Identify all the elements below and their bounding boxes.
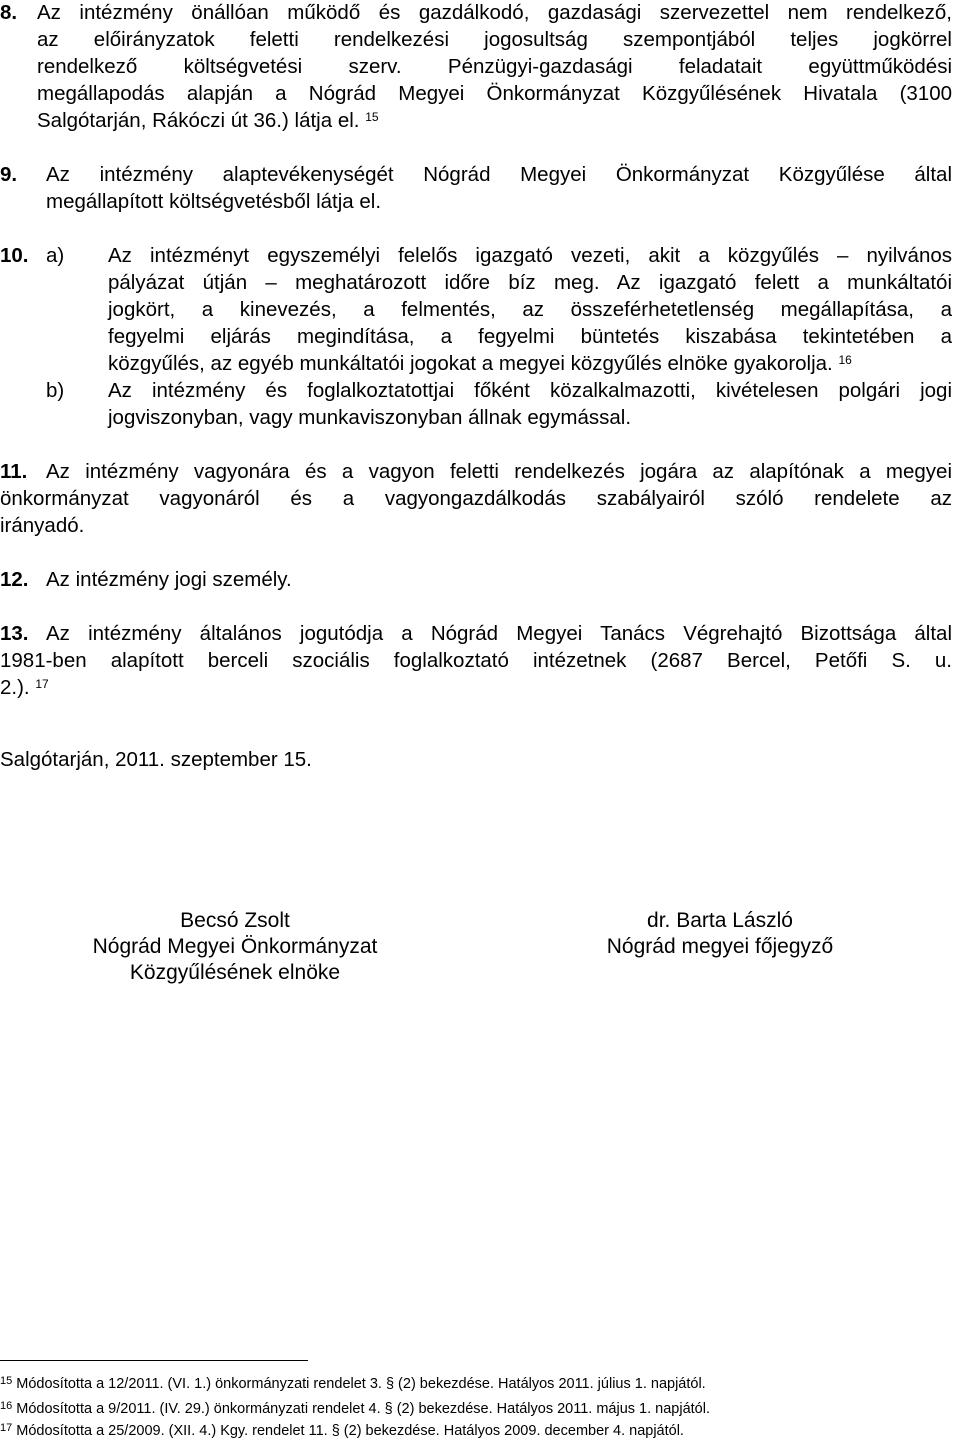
place-date: Salgótarján, 2011. szeptember 15.: [0, 748, 312, 771]
footnote-separator: [0, 1360, 308, 1361]
text-line: pályázat útján – meghatározott időre bíz meg. Az igazgató felett a munkáltatói: [108, 271, 952, 294]
text-line: megállapodás alapján a Nógrád Megyei Önkormányzat Közgyűlésének Hivatala (3100: [37, 82, 952, 105]
footnote-ref: 17: [35, 677, 49, 691]
text-line: Salgótarján, Rákóczi út 36.) látja el.: [37, 109, 360, 132]
signatory-name: dr. Barta László: [647, 909, 793, 932]
text-line: rendelkező költségvetési szerv. Pénzügyi-gazdasági feladatait együttműködési: [37, 55, 952, 78]
text-line: Az intézmény általános jogutódja a Nógrád Megyei Tanács Végrehajtó Bizottsága által: [46, 622, 952, 645]
footnote-number: 16: [0, 1400, 13, 1412]
text-line-last: [108, 351, 852, 377]
footnote: [0, 1399, 710, 1419]
text-line: Az intézmény jogi személy.: [46, 568, 292, 591]
text-line: Az intézmény alaptevékenységét Nógrád Megyei Önkormányzat Közgyűlése által: [46, 163, 952, 186]
footnote-ref: 15: [365, 110, 379, 124]
footnote-text: Módosította a 12/2011. (VI. 1.) önkormányzati rendelet 3. § (2) bekezdése. Hatályos 2011. július 1. napjától.: [16, 1376, 706, 1392]
footnote-ref: 16: [838, 353, 852, 367]
signatory-title: Nógrád megyei főjegyző: [606, 935, 834, 958]
section-number: 11.: [0, 460, 28, 483]
text-line: megállapított költségvetésből látja el.: [46, 190, 382, 213]
section-number: 12.: [0, 568, 29, 591]
text-line-last: [0, 675, 49, 701]
section-number: 13.: [0, 622, 29, 645]
footnote-text: Módosította a 9/2011. (IV. 29.) önkormányzati rendelet 4. § (2) bekezdése. Hatályos 2011. május 1. napjától.: [16, 1401, 711, 1417]
footnote-text: Módosította a 25/2009. (XII. 4.) Kgy. rendelet 11. § (2) bekezdése. Hatályos 2009. december 4. napjától.: [16, 1423, 684, 1439]
signatory-title: Közgyűlésének elnöke: [129, 961, 341, 984]
text-line: Az intézményt egyszemélyi felelős igazgató vezeti, akit a közgyűlés – nyilvános: [108, 244, 952, 267]
text-line: jogkört, a kinevezés, a felmentés, az összeférhetetlenség megállapítása, a: [108, 298, 952, 321]
section-number: 10.: [0, 244, 29, 267]
section-number: 8.: [0, 1, 18, 24]
text-line: irányadó.: [0, 514, 85, 537]
footnote: [0, 1374, 706, 1394]
item-letter: b): [46, 379, 65, 402]
text-line: Az intézmény vagyonára és a vagyon feletti rendelkezés jogára az alapítónak a megyei: [46, 460, 952, 483]
text-line: Az intézmény és foglalkoztatottjai főként közalkalmazotti, kivételesen polgári jogi: [108, 379, 952, 402]
text-line: jogviszonyban, vagy munkaviszonyban állnak egymással.: [108, 406, 632, 429]
text-line: 1981-ben alapított berceli szociális foglalkoztató intézetnek (2687 Bercel, Petőfi S. u.: [0, 649, 952, 672]
text-line: Az intézmény önállóan működő és gazdálkodó, gazdasági szervezettel nem rendelkező,: [37, 1, 952, 24]
text-line: az előirányzatok feletti rendelkezési jogosultság szempontjából teljes jogkörrel: [37, 28, 952, 51]
text-line: közgyűlés, az egyéb munkáltatói jogokat a megyei közgyűlés elnöke gyakorolja.: [108, 352, 833, 375]
signatory-title: Nógrád Megyei Önkormányzat: [92, 935, 378, 958]
text-line-last: [37, 108, 379, 134]
footnote: [0, 1421, 684, 1441]
section-number: 9.: [0, 163, 18, 186]
footnote-number: 17: [0, 1422, 13, 1434]
text-line: fegyelmi eljárás megindítása, a fegyelmi büntetés kiszabása tekintetében a: [108, 325, 952, 348]
signatory-name: Becsó Zsolt: [180, 909, 290, 932]
item-letter: a): [46, 244, 65, 267]
text-line: 2.).: [0, 676, 30, 699]
text-line: önkormányzat vagyonáról és a vagyongazdálkodás szabályairól szóló rendelete az: [0, 487, 952, 510]
footnote-number: 15: [0, 1375, 13, 1387]
